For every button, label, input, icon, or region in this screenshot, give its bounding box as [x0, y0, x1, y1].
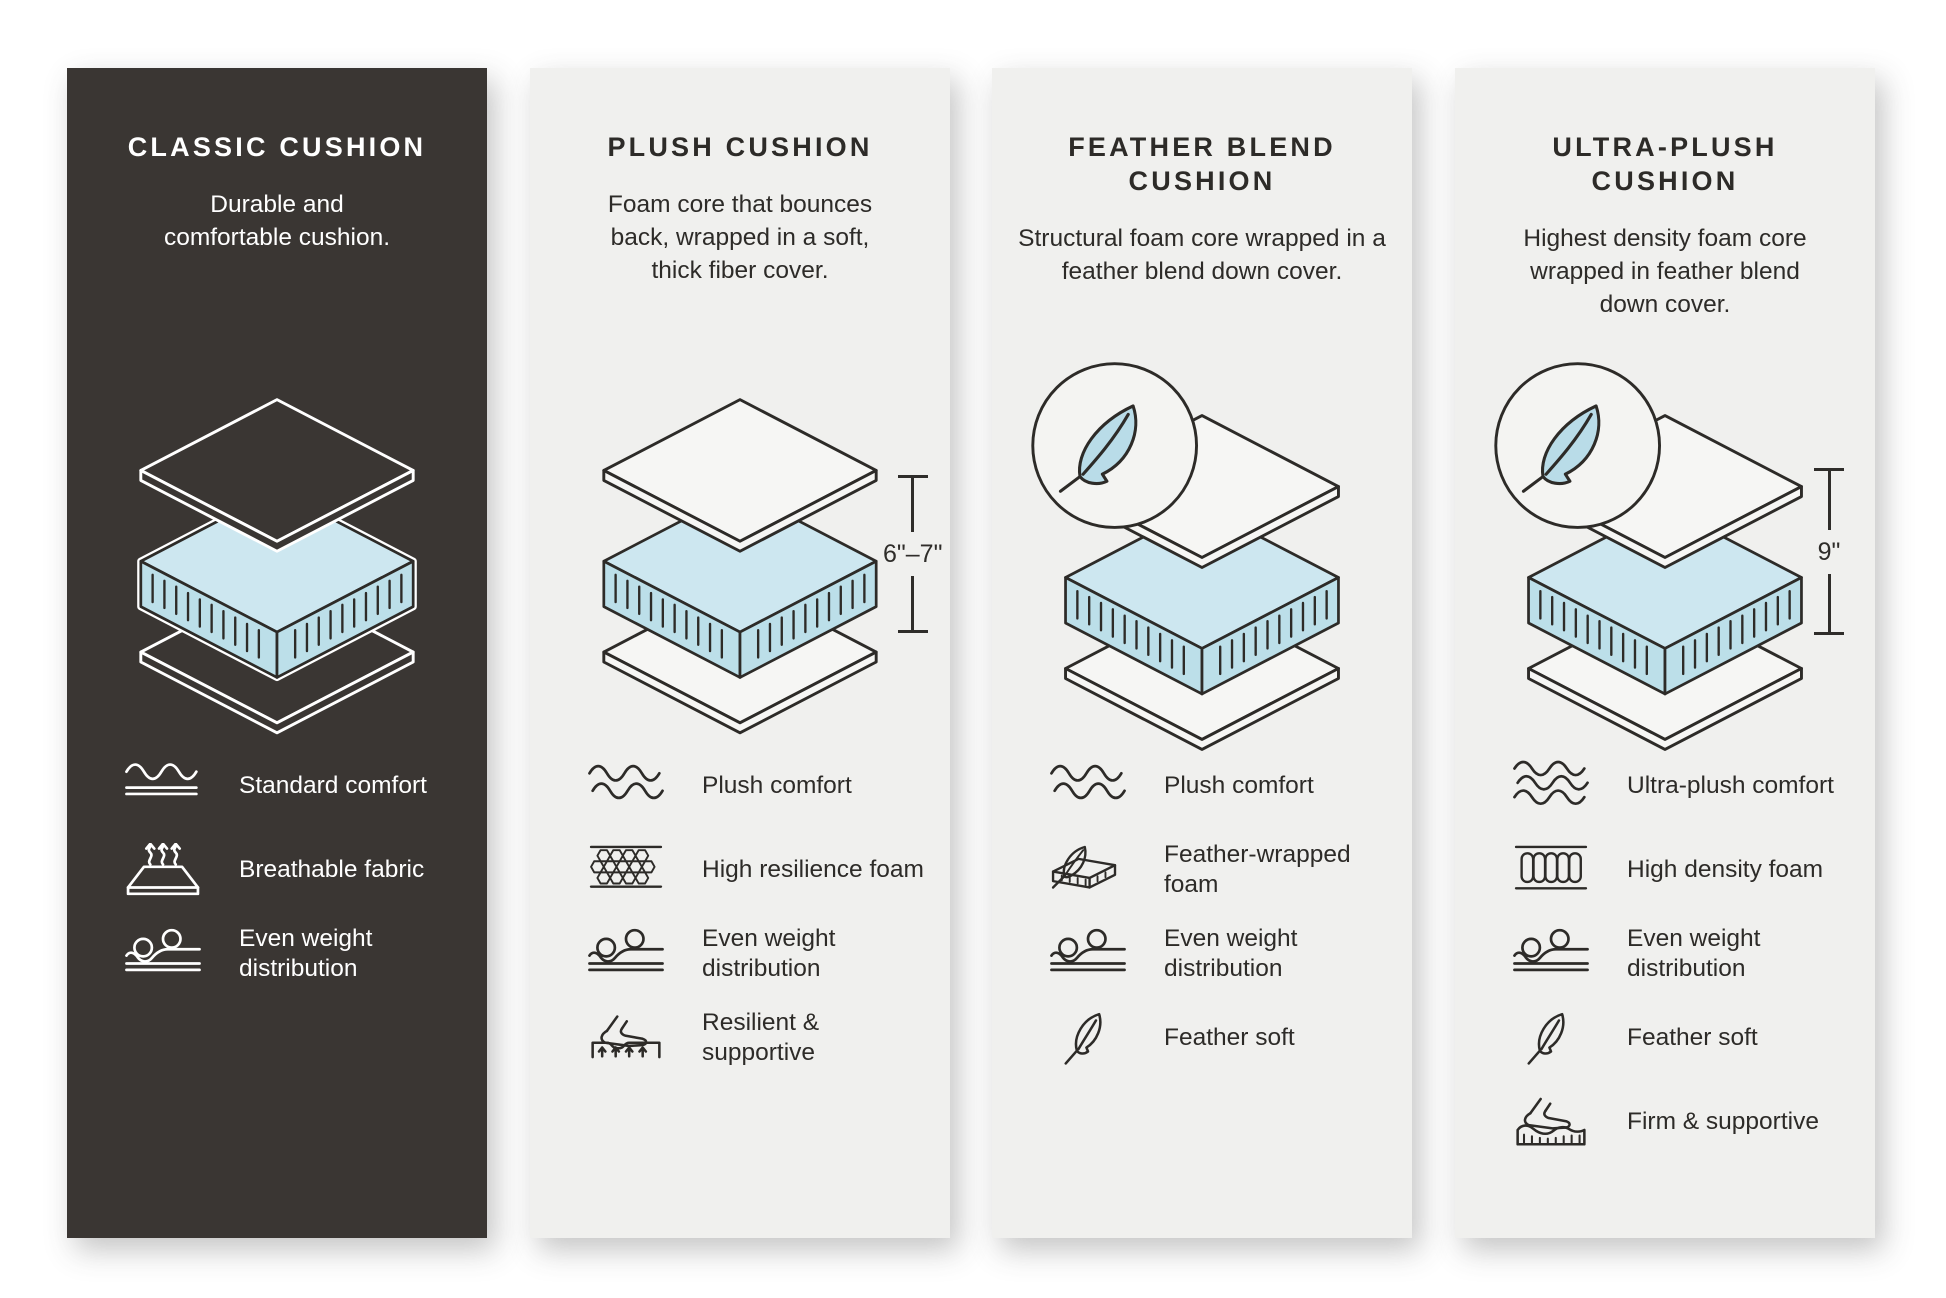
dimension-line [1828, 574, 1831, 633]
feature-label: High density foam [1627, 856, 1824, 883]
feature-list [67, 756, 487, 1008]
feature-row [1455, 756, 1875, 816]
feather-foam-icon [1048, 843, 1128, 897]
feature-label: Even weight distribution [1627, 925, 1761, 982]
feature-row [67, 924, 487, 984]
feather-badge [1033, 364, 1197, 528]
feature-label: Even weight distribution [702, 925, 836, 982]
card-feather-blend-cushion [992, 68, 1412, 1238]
feather-badge [1496, 364, 1660, 528]
cushion-layers-diagram [1479, 348, 1852, 767]
card-description: Foam core that bounces back, wrapped in a soft, thick fiber cover. [607, 191, 873, 284]
feature-list [1455, 756, 1875, 1176]
feature-label: Resilient & supportive [702, 1009, 820, 1066]
feather-icon [1048, 1011, 1128, 1065]
feature-row [992, 840, 1412, 900]
feature-row [1455, 1008, 1875, 1068]
feature-label: Feather soft [1164, 1024, 1295, 1051]
card-title: ULTRA-PLUSH CUSHION [1552, 132, 1778, 196]
feature-label: Breathable fabric [239, 856, 425, 883]
feature-label: Firm & supportive [1627, 1108, 1819, 1135]
feature-label: Standard comfort [239, 772, 427, 799]
feature-row [992, 924, 1412, 984]
card-ultra-plush-cushion [1455, 68, 1875, 1238]
feature-row [530, 1008, 950, 1068]
card-title: PLUSH CUSHION [607, 132, 873, 162]
card-header [530, 68, 950, 287]
card-header [992, 68, 1412, 288]
dimension-label: 9" [1817, 537, 1841, 566]
triple-waves-icon [1511, 759, 1591, 813]
foot-press-icon [586, 1011, 666, 1065]
card-title: FEATHER BLEND CUSHION [1068, 132, 1336, 196]
dimension-cap [1814, 632, 1844, 635]
density-foam-icon [1511, 843, 1591, 897]
card-description: Structural foam core wrapped in a feather blend down cover. [1018, 225, 1386, 285]
even-weight-icon [123, 927, 203, 981]
feature-list [992, 756, 1412, 1092]
feather-icon [1511, 1011, 1591, 1065]
feature-row [67, 840, 487, 900]
feature-row [1455, 1092, 1875, 1152]
dimension-line [911, 478, 914, 532]
feature-row [1455, 924, 1875, 984]
feature-row [992, 756, 1412, 816]
dimension-cap [898, 630, 928, 633]
feature-row [1455, 840, 1875, 900]
even-weight-icon [1511, 927, 1591, 981]
dimension-line [911, 576, 914, 630]
feature-row [530, 840, 950, 900]
double-waves-icon [586, 759, 666, 813]
wave-lines-icon [123, 759, 203, 813]
card-classic-cushion [67, 68, 487, 1238]
breathable-fabric-icon [123, 843, 203, 897]
card-plush-cushion [530, 68, 950, 1238]
feature-row [992, 1008, 1412, 1068]
dimension-line [1828, 471, 1831, 530]
feature-row [67, 756, 487, 816]
card-header [67, 68, 487, 254]
feature-label: Ultra-plush comfort [1627, 772, 1834, 799]
feature-label: Plush comfort [1164, 772, 1314, 799]
card-header [1455, 68, 1875, 321]
height-dimension-marker [883, 475, 942, 633]
feature-label: Plush comfort [702, 772, 852, 799]
feature-row [530, 924, 950, 984]
feature-label: High resilience foam [702, 856, 924, 883]
foot-firm-icon [1511, 1095, 1591, 1149]
feature-label: Feather-wrapped foam [1164, 841, 1351, 898]
even-weight-icon [586, 927, 666, 981]
feature-label: Even weight distribution [1164, 925, 1298, 982]
card-description: Durable and comfortable cushion. [163, 191, 391, 251]
double-waves-icon [1048, 759, 1128, 813]
cushion-layers-diagram [127, 396, 427, 741]
cushion-layers-diagram [590, 396, 890, 741]
card-description: Highest density foam core wrapped in feather blend down cover. [1523, 225, 1807, 318]
feature-label: Feather soft [1627, 1024, 1758, 1051]
feature-row [530, 756, 950, 816]
cushion-layers-diagram [1016, 348, 1389, 767]
even-weight-icon [1048, 927, 1128, 981]
dimension-label: 6"–7" [883, 540, 943, 568]
height-dimension-marker [1814, 468, 1844, 635]
feature-list [530, 756, 950, 1092]
honeycomb-foam-icon [586, 843, 666, 897]
feature-label: Even weight distribution [239, 925, 373, 982]
card-title: CLASSIC CUSHION [127, 132, 427, 162]
